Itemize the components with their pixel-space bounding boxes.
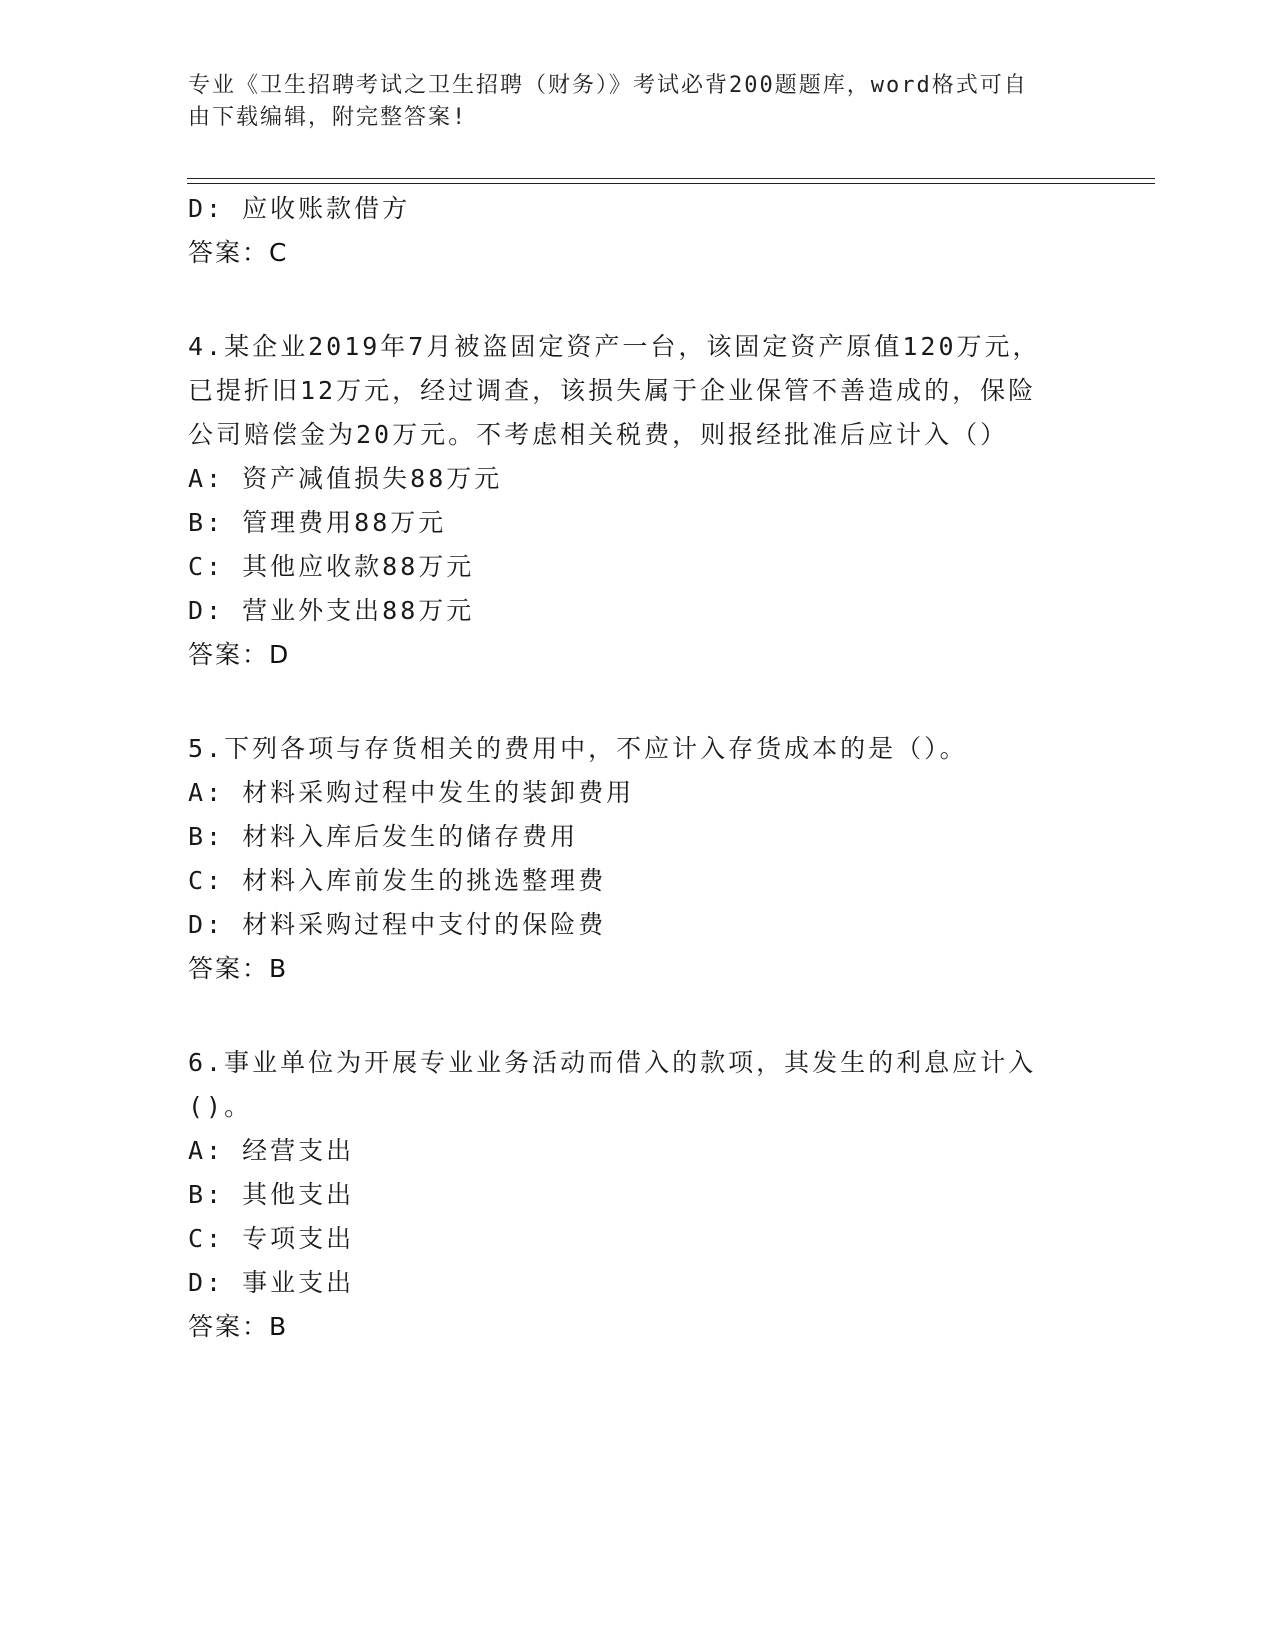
q4-option-c: C: 其他应收款88万元	[188, 552, 475, 581]
header-line-2: 由下载编辑，附完整答案!	[188, 105, 468, 130]
header-divider-bottom	[187, 183, 1155, 184]
q6-option-d: D: 事业支出	[188, 1268, 355, 1297]
q4-stem-line-2: 已提折旧12万元，经过调查，该损失属于企业保管不善造成的，保险	[188, 376, 1037, 405]
q6-answer: 答案：B	[188, 1312, 289, 1341]
q5-option-a: A: 材料采购过程中发生的装卸费用	[188, 778, 635, 807]
q3-option-d: D: 应收账款借方	[188, 194, 411, 223]
q6-stem-line-2: ()。	[188, 1092, 253, 1121]
document-header	[188, 70, 1068, 134]
q4-stem-line-1: 4.某企业2019年7月被盗固定资产一台，该固定资产原值120万元，	[188, 332, 1041, 361]
q5-stem-line-1: 5.下列各项与存货相关的费用中，不应计入存货成本的是（）。	[188, 734, 968, 763]
q5-option-b: B: 材料入库后发生的储存费用	[188, 822, 579, 851]
q6-option-c: C: 专项支出	[188, 1224, 355, 1253]
q5-option-d: D: 材料采购过程中支付的保险费	[188, 910, 607, 939]
q6-stem-line-1: 6.事业单位为开展专业业务活动而借入的款项，其发生的利息应计入	[188, 1048, 1037, 1077]
q4-option-a: A: 资产减值损失88万元	[188, 464, 503, 493]
q5-option-c: C: 材料入库前发生的挑选整理费	[188, 866, 607, 895]
q6-option-b: B: 其他支出	[188, 1180, 355, 1209]
q3-answer: 答案：C	[188, 238, 289, 267]
q4-option-b: B: 管理费用88万元	[188, 508, 447, 537]
q4-option-d: D: 营业外支出88万元	[188, 596, 475, 625]
header-line-1: 专业《卫生招聘考试之卫生招聘（财务）》考试必背200题题库，word格式可自	[188, 73, 1028, 98]
header-divider-top	[187, 178, 1155, 179]
q4-stem-line-3: 公司赔偿金为20万元。不考虑相关税费，则报经批准后应计入（）	[188, 420, 1009, 449]
q5-answer: 答案：B	[188, 954, 289, 983]
q4-answer: 答案：D	[188, 640, 291, 669]
q6-option-a: A: 经营支出	[188, 1136, 355, 1165]
